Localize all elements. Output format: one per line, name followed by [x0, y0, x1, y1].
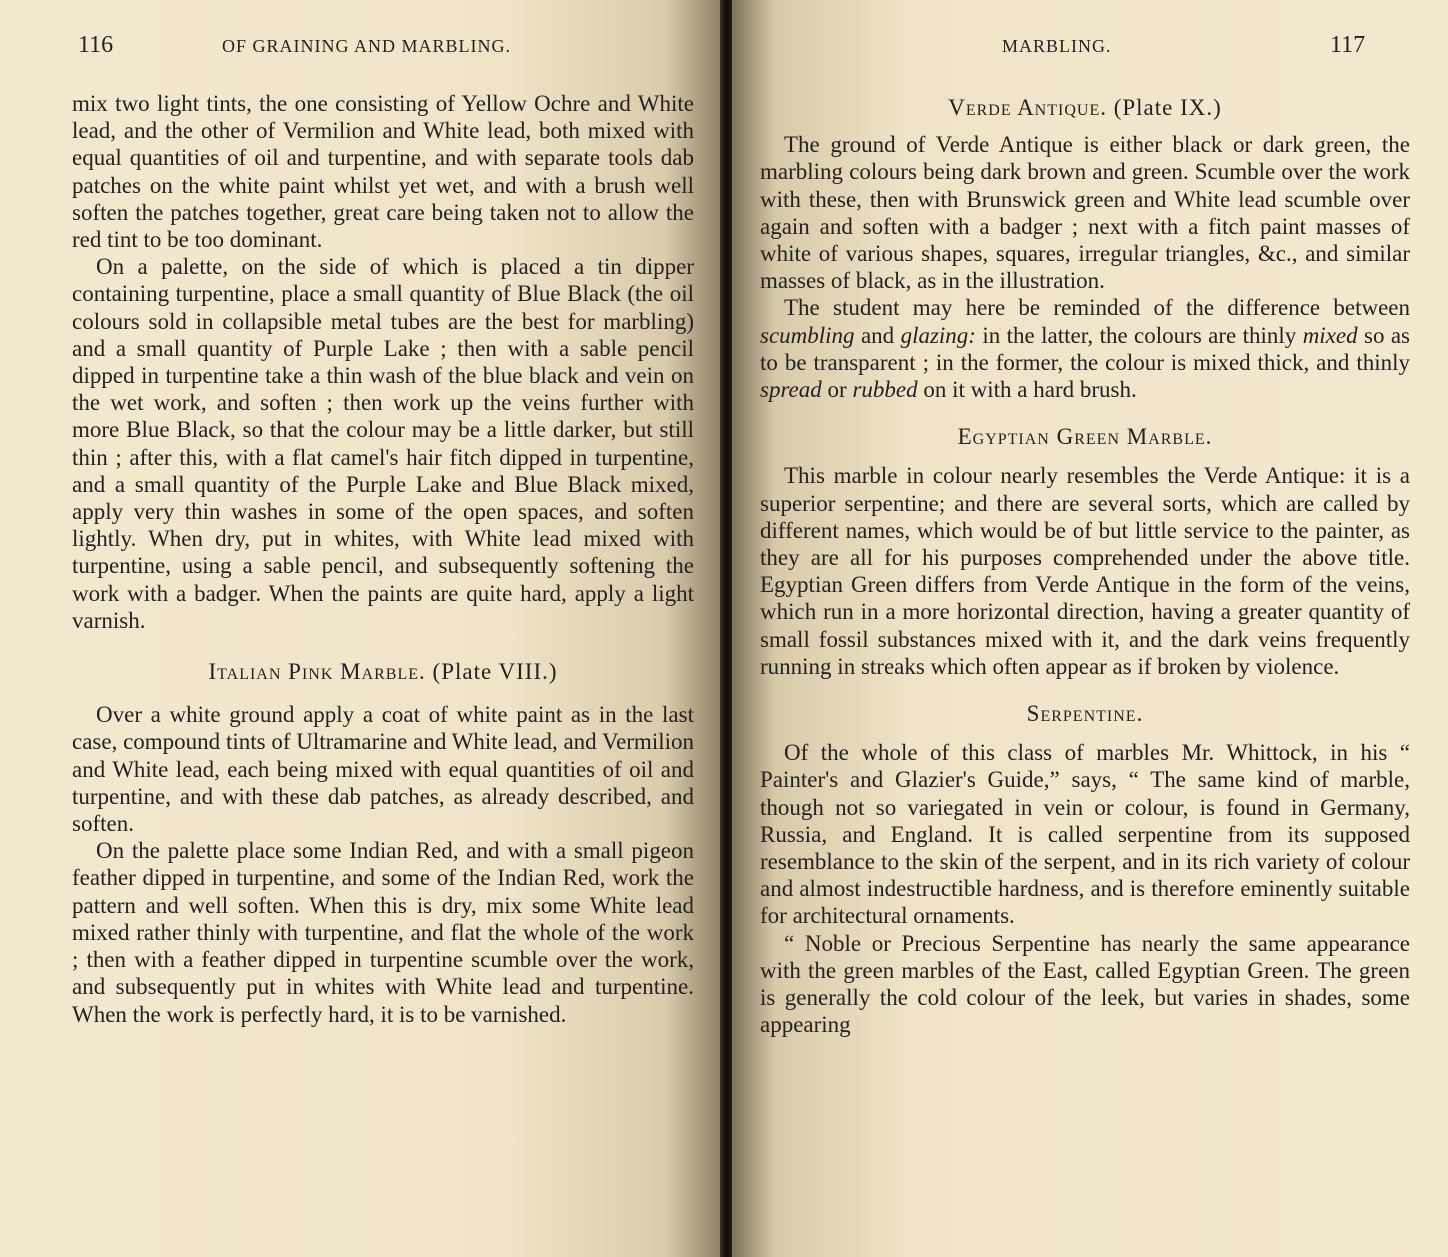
- paragraph: On a palette, on the side of which is placed a tin dipper containing turpentine, place a small quantity of Blue Black (the oil colours sold in collapsible metal tubes are the best for marbling) and a small quantity of Purple Lake ; then with a sable pencil dipped in turpentine take a thin wash of the blue black and vein on the wet work, and soften ; then work up the veins further with more Blue Black, so that the colour may be a little darker, but still thin ; after this, with a flat camel's hair fitch dipped in turpentine, and a small quantity of the Purple Lake and Blue Black mixed, apply very thin washes in some of the open spaces, and soften lightly. When dry, put in whites, with White lead mixed with turpentine, using a sable pencil, and subsequently softening the work with a badger. When the paints are quite hard, apply a light varnish.: [72, 254, 694, 633]
- italic-term: glazing:: [900, 322, 976, 348]
- section-heading: Egyptian Green Marble.: [957, 424, 1213, 450]
- heading-title: Italian Pink Marble.: [208, 659, 426, 685]
- paragraph: Over a white ground apply a coat of white paint as in the last case, compound tints of Ultramarine and White lead, and Vermilion and White lead, each being mixed with equal quantities of oil and turpentine, and with these dab patches, as already described, and soften.: [72, 702, 694, 837]
- italic-term: spread: [760, 377, 822, 403]
- paragraph: “ Noble or Precious Serpentine has nearly the same appearance with the green marbles of the East, called Egyptian Green. The green is generally the cold colour of the leek, but varies in shades, some appearing: [760, 930, 1410, 1038]
- heading-plate: (Plate VIII.): [432, 659, 558, 685]
- heading-plate: (Plate IX.): [1113, 95, 1222, 120]
- section-heading: Serpentine.: [1026, 701, 1144, 727]
- text-run: or: [821, 377, 853, 403]
- right-text-column: [760, 94, 1410, 1039]
- paragraph: On the palette place some Indian Red, and with a small pigeon feather dipped in turpentine, and some of the Indian Red, work the pattern and well soften. When this is dry, mix some White lead mixed rather thinly with turpentine, and flat the whole of the work ; then with a feather dipped in turpentine scumble over the work, and subsequently put in whites with White lead and turpentine. When the work is perfectly hard, it is to be varnished.: [72, 838, 694, 1027]
- right-page: [732, 0, 1448, 1257]
- running-head: MARBLING.: [1002, 36, 1112, 56]
- text-run: on it with a hard brush.: [917, 377, 1137, 403]
- page-number: 116: [78, 32, 114, 58]
- text-run: and: [854, 322, 901, 348]
- paragraph: The ground of Verde Antique is either black or dark green, the marbling colours being dark brown and green. Scumble over the work with these, then with Brunswick green and White lead scumble over again and soften with a badger ; next with a fitch paint masses of white of various shapes, squares, irregular triangles, &c., and similar masses of black, as in the illustration.: [760, 132, 1410, 294]
- text-run: The student may here be reminded of the difference between: [784, 295, 1410, 321]
- paragraph: mix two light tints, the one consisting of Yellow Ochre and White lead, and the other of Vermilion and White lead, both mixed with equal quantities of oil and turpentine, and with separate tools dab patches on the white paint whilst yet wet, and with a brush well soften the patches together, great care being taken not to allow the red tint to be too dominant.: [72, 91, 694, 253]
- paragraph: This marble in colour nearly resembles the Verde Antique: it is a superior serpentine; and there are several sorts, which are called by different names, which would be of but little service to the painter, as they are all for his purposes comprehended under the above title. Egyptian Green differs from Verde Antique in the form of the veins, which run in a more horizontal direction, having a greater quantity of small fossil substances mixed with it, and the dark veins frequently running in streaks which often appear as if broken by violence.: [760, 463, 1410, 679]
- section-heading: [72, 658, 694, 685]
- italic-term: scumbling: [760, 322, 855, 348]
- heading-title: Verde Antique.: [948, 95, 1107, 120]
- running-head: OF GRAINING AND MARBLING.: [222, 36, 512, 56]
- left-text-column: [72, 90, 694, 1028]
- italic-term: rubbed: [852, 377, 918, 403]
- text-run: so as to be transparent ; in the former, the colour is mixed thick, and thinly: [760, 322, 1410, 375]
- italic-term: mixed: [1302, 322, 1358, 348]
- paragraph: Of the whole of this class of marbles Mr. Whittock, in his “ Painter's and Glazier's Guide,” says, “ The same kind of marble, though not so variegated in vein or colour, is found in Germany, Russia, and England. It is called serpentine from its supposed resemblance to the skin of the serpent, and in its rich variety of colour and almost indestructible hardness, and is therefore eminently suitable for architectural ornaments.: [760, 740, 1410, 929]
- paragraph: [760, 294, 1410, 403]
- page-number: 117: [1330, 32, 1366, 58]
- text-run: in the latter, the colours are thinly: [975, 322, 1303, 348]
- section-heading: [760, 94, 1410, 121]
